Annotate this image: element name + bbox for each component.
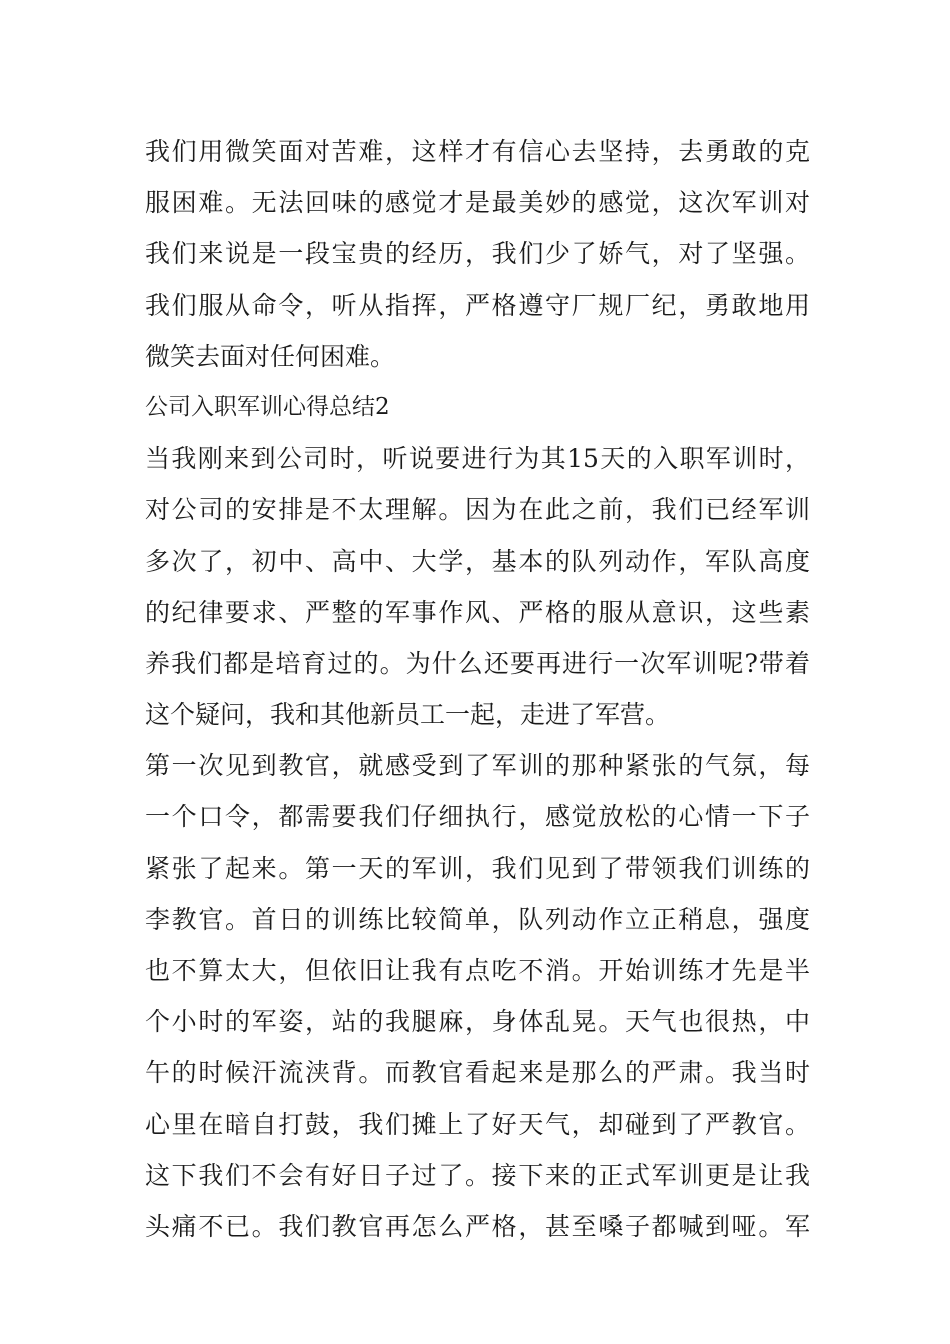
text-line: 午的时候汗流浃背。而教官看起来是那么的严肃。我当时 <box>145 1058 810 1088</box>
text-line: 这下我们不会有好日子过了。接下来的正式军训更是让我 <box>145 1160 810 1190</box>
text-line: 这个疑问，我和其他新员工一起，走进了军营。 <box>145 700 671 730</box>
document-body <box>145 126 810 1252</box>
text-line: 当我刚来到公司时，听说要进行为其15天的入职军训时， <box>145 444 810 474</box>
text-line: 李教官。首日的训练比较简单，队列动作立正稍息，强度 <box>145 904 810 934</box>
text-line: 紧张了起来。第一天的军训，我们见到了带领我们训练的 <box>145 853 810 883</box>
text-line: 个小时的军姿，站的我腿麻，身体乱晃。天气也很热，中 <box>145 1007 810 1037</box>
text-line: 我们服从命令，听从指挥，严格遵守厂规厂纪，勇敢地用 <box>145 290 810 320</box>
text-line: 多次了，初中、高中、大学，基本的队列动作，军队高度 <box>145 546 810 576</box>
text-line: 一个口令，都需要我们仔细执行，感觉放松的心情一下子 <box>145 802 810 832</box>
text-line: 也不算太大，但依旧让我有点吃不消。开始训练才先是半 <box>145 956 810 985</box>
text-line: 心里在暗自打鼓，我们摊上了好天气，却碰到了严教官。 <box>145 1109 810 1139</box>
text-line: 的纪律要求、严整的军事作风、严格的服从意识，这些素 <box>145 597 810 627</box>
text-line: 服困难。无法回味的感觉才是最美妙的感觉，这次军训对 <box>145 188 810 218</box>
text-line: 微笑去面对任何困难。 <box>145 341 396 371</box>
section-heading: 公司入职军训心得总结2 <box>145 393 390 420</box>
text-line: 我们来说是一段宝贵的经历，我们少了娇气，对了坚强。 <box>145 239 810 269</box>
text-line: 第一次见到教官，就感受到了军训的那种紧张的气氛，每 <box>145 751 810 781</box>
text-line: 我们用微笑面对苦难，这样才有信心去坚持，去勇敢的克 <box>145 137 810 166</box>
text-line: 头痛不已。我们教官再怎么严格，甚至嗓子都喊到哑。军 <box>145 1211 810 1241</box>
text-line: 养我们都是培育过的。为什么还要再进行一次军训呢?带着 <box>145 648 810 678</box>
text-line: 对公司的安排是不太理解。因为在此之前，我们已经军训 <box>145 495 810 525</box>
